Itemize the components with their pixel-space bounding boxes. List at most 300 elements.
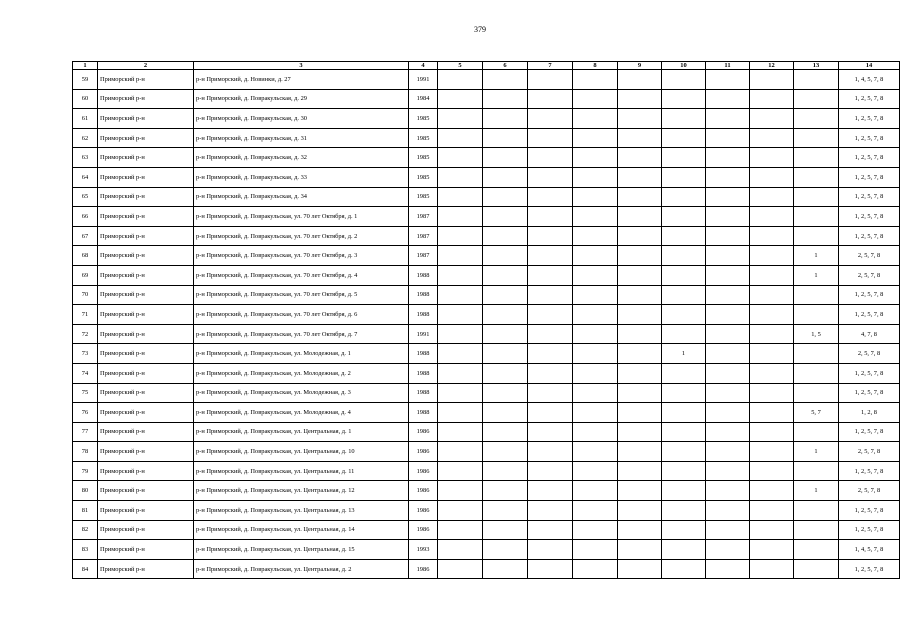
table-cell-col-8 [573, 422, 618, 442]
table-cell-col-1: 65 [73, 187, 98, 207]
table-cell-col-3: р-н Приморский, д. Повракульская, д. 33 [194, 167, 409, 187]
table-cell-col-6 [483, 501, 528, 521]
table-cell-col-8 [573, 226, 618, 246]
table-cell-col-4: 1985 [409, 109, 438, 129]
table-cell-col-12 [750, 363, 794, 383]
table-row [73, 128, 900, 148]
table-cell-col-13: 1 [794, 481, 839, 501]
table-cell-col-8 [573, 383, 618, 403]
table-row [73, 403, 900, 423]
table-cell-col-2: Приморский р-н [98, 226, 194, 246]
table-cell-col-8 [573, 167, 618, 187]
table-cell-col-13 [794, 461, 839, 481]
table-cell-col-6 [483, 481, 528, 501]
table-cell-col-6 [483, 442, 528, 462]
table-cell-col-2: Приморский р-н [98, 540, 194, 560]
table-cell-col-2: Приморский р-н [98, 148, 194, 168]
table-cell-col-13 [794, 187, 839, 207]
table-cell-col-1: 63 [73, 148, 98, 168]
table-cell-col-4: 1991 [409, 324, 438, 344]
table-cell-col-5 [438, 305, 483, 325]
table-cell-col-13 [794, 422, 839, 442]
table-cell-col-8 [573, 520, 618, 540]
table-cell-col-8 [573, 70, 618, 90]
table-cell-col-3: р-н Приморский, д. Новинки, д. 27 [194, 70, 409, 90]
table-cell-col-5 [438, 520, 483, 540]
table-cell-col-14: 1, 2, 5, 7, 8 [839, 187, 900, 207]
table-cell-col-9 [618, 226, 662, 246]
table-cell-col-3: р-н Приморский, д. Повракульская, ул. 70 лет Октября, д. 6 [194, 305, 409, 325]
table-cell-col-6 [483, 167, 528, 187]
table-cell-col-3: р-н Приморский, д. Повракульская, ул. 70 лет Октября, д. 4 [194, 265, 409, 285]
table-cell-col-12 [750, 520, 794, 540]
table-cell-col-9 [618, 481, 662, 501]
table-cell-col-10 [662, 285, 706, 305]
table-cell-col-8 [573, 148, 618, 168]
table-cell-col-1: 78 [73, 442, 98, 462]
table-cell-col-7 [528, 501, 573, 521]
table-cell-col-10 [662, 363, 706, 383]
table-cell-col-6 [483, 344, 528, 364]
table-cell-col-3: р-н Приморский, д. Повракульская, ул. Молодежная, д. 1 [194, 344, 409, 364]
table-cell-col-10 [662, 246, 706, 266]
table-cell-col-10 [662, 383, 706, 403]
table-cell-col-7 [528, 246, 573, 266]
table-cell-col-12 [750, 481, 794, 501]
table-cell-col-9 [618, 461, 662, 481]
table-cell-col-7 [528, 540, 573, 560]
table-cell-col-7 [528, 442, 573, 462]
table-cell-col-9 [618, 363, 662, 383]
table-cell-col-5 [438, 226, 483, 246]
table-cell-col-8 [573, 559, 618, 579]
table-cell-col-12 [750, 442, 794, 462]
table-cell-col-13: 1 [794, 265, 839, 285]
table-cell-col-7 [528, 422, 573, 442]
table-cell-col-4: 1986 [409, 481, 438, 501]
table-cell-col-5 [438, 422, 483, 442]
table-cell-col-11 [706, 89, 750, 109]
table-cell-col-12 [750, 207, 794, 227]
table-row [73, 422, 900, 442]
table-cell-col-12 [750, 344, 794, 364]
table-cell-col-11 [706, 109, 750, 129]
table-cell-col-3: р-н Приморский, д. Повракульская, ул. Центральная, д. 14 [194, 520, 409, 540]
table-cell-col-14: 1, 2, 5, 7, 8 [839, 363, 900, 383]
table-cell-col-1: 67 [73, 226, 98, 246]
table-cell-col-10 [662, 403, 706, 423]
table-cell-col-7 [528, 481, 573, 501]
table-cell-col-11 [706, 324, 750, 344]
table-cell-col-6 [483, 461, 528, 481]
table-cell-col-13 [794, 383, 839, 403]
register-table [72, 61, 900, 579]
table-cell-col-1: 73 [73, 344, 98, 364]
table-cell-col-1: 80 [73, 481, 98, 501]
table-row [73, 344, 900, 364]
table-cell-col-7 [528, 383, 573, 403]
table-cell-col-11 [706, 265, 750, 285]
table-cell-col-6 [483, 403, 528, 423]
table-header [73, 62, 900, 70]
table-cell-col-12 [750, 559, 794, 579]
table-cell-col-7 [528, 285, 573, 305]
table-row [73, 442, 900, 462]
table-cell-col-6 [483, 226, 528, 246]
table-cell-col-14: 1, 2, 5, 7, 8 [839, 501, 900, 521]
table-cell-col-1: 60 [73, 89, 98, 109]
table-cell-col-11 [706, 305, 750, 325]
table-cell-col-6 [483, 109, 528, 129]
table-cell-col-3: р-н Приморский, д. Повракульская, д. 34 [194, 187, 409, 207]
table-cell-col-4: 1986 [409, 559, 438, 579]
table-cell-col-9 [618, 422, 662, 442]
table-cell-col-9 [618, 442, 662, 462]
table-cell-col-4: 1985 [409, 128, 438, 148]
table-cell-col-1: 84 [73, 559, 98, 579]
column-header-5: 5 [438, 62, 483, 70]
table-row [73, 167, 900, 187]
table-cell-col-2: Приморский р-н [98, 207, 194, 227]
table-cell-col-6 [483, 89, 528, 109]
table-cell-col-11 [706, 461, 750, 481]
table-cell-col-4: 1988 [409, 285, 438, 305]
table-row [73, 501, 900, 521]
table-cell-col-6 [483, 246, 528, 266]
table-cell-col-14: 1, 2, 8 [839, 403, 900, 423]
table-cell-col-9 [618, 109, 662, 129]
table-cell-col-13 [794, 285, 839, 305]
table-cell-col-1: 69 [73, 265, 98, 285]
table-cell-col-13: 5, 7 [794, 403, 839, 423]
column-header-2: 2 [98, 62, 194, 70]
table-cell-col-14: 1, 2, 5, 7, 8 [839, 128, 900, 148]
table-cell-col-6 [483, 383, 528, 403]
table-cell-col-12 [750, 128, 794, 148]
table-cell-col-2: Приморский р-н [98, 305, 194, 325]
table-cell-col-7 [528, 89, 573, 109]
table-row [73, 559, 900, 579]
table-cell-col-13: 1 [794, 442, 839, 462]
table-cell-col-8 [573, 89, 618, 109]
table-cell-col-13 [794, 89, 839, 109]
table-cell-col-8 [573, 265, 618, 285]
table-cell-col-6 [483, 559, 528, 579]
table-cell-col-1: 82 [73, 520, 98, 540]
table-cell-col-1: 79 [73, 461, 98, 481]
table-cell-col-10 [662, 442, 706, 462]
table-cell-col-13 [794, 207, 839, 227]
table-cell-col-10 [662, 520, 706, 540]
table-cell-col-13 [794, 344, 839, 364]
table-cell-col-1: 70 [73, 285, 98, 305]
table-cell-col-6 [483, 70, 528, 90]
table-cell-col-10 [662, 324, 706, 344]
table-cell-col-7 [528, 461, 573, 481]
table-cell-col-2: Приморский р-н [98, 442, 194, 462]
table-cell-col-12 [750, 187, 794, 207]
table-cell-col-5 [438, 70, 483, 90]
column-header-1: 1 [73, 62, 98, 70]
table-cell-col-5 [438, 461, 483, 481]
table-cell-col-8 [573, 344, 618, 364]
table-cell-col-4: 1984 [409, 89, 438, 109]
table-cell-col-2: Приморский р-н [98, 109, 194, 129]
table-cell-col-7 [528, 403, 573, 423]
table-cell-col-2: Приморский р-н [98, 403, 194, 423]
table-cell-col-1: 62 [73, 128, 98, 148]
table-cell-col-10 [662, 207, 706, 227]
table-cell-col-8 [573, 481, 618, 501]
table-cell-col-9 [618, 324, 662, 344]
table-cell-col-9 [618, 128, 662, 148]
table-cell-col-7 [528, 167, 573, 187]
table-row [73, 265, 900, 285]
table-cell-col-13 [794, 109, 839, 129]
table-cell-col-13 [794, 148, 839, 168]
table-cell-col-2: Приморский р-н [98, 422, 194, 442]
table-cell-col-7 [528, 559, 573, 579]
table-cell-col-2: Приморский р-н [98, 363, 194, 383]
table-cell-col-7 [528, 148, 573, 168]
table-cell-col-13 [794, 226, 839, 246]
table-cell-col-4: 1993 [409, 540, 438, 560]
table-cell-col-11 [706, 559, 750, 579]
table-cell-col-11 [706, 70, 750, 90]
table-cell-col-10: 1 [662, 344, 706, 364]
table-cell-col-2: Приморский р-н [98, 501, 194, 521]
table-cell-col-8 [573, 442, 618, 462]
table-cell-col-5 [438, 559, 483, 579]
table-cell-col-9 [618, 559, 662, 579]
table-cell-col-11 [706, 246, 750, 266]
table-cell-col-5 [438, 540, 483, 560]
table-cell-col-3: р-н Приморский, д. Повракульская, ул. Молодежная, д. 2 [194, 363, 409, 383]
table-cell-col-5 [438, 265, 483, 285]
table-cell-col-12 [750, 265, 794, 285]
table-cell-col-14: 1, 2, 5, 7, 8 [839, 285, 900, 305]
table-row [73, 70, 900, 90]
table-cell-col-9 [618, 246, 662, 266]
table-cell-col-4: 1988 [409, 363, 438, 383]
table-cell-col-7 [528, 265, 573, 285]
table-cell-col-6 [483, 285, 528, 305]
table-cell-col-13 [794, 559, 839, 579]
table-cell-col-5 [438, 442, 483, 462]
table-cell-col-2: Приморский р-н [98, 559, 194, 579]
table-cell-col-3: р-н Приморский, д. Повракульская, ул. Молодежная, д. 3 [194, 383, 409, 403]
column-header-8: 8 [573, 62, 618, 70]
table-cell-col-9 [618, 70, 662, 90]
table-cell-col-4: 1985 [409, 148, 438, 168]
table-cell-col-14: 4, 7, 8 [839, 324, 900, 344]
table-cell-col-1: 59 [73, 70, 98, 90]
table-cell-col-3: р-н Приморский, д. Повракульская, ул. Центральная, д. 2 [194, 559, 409, 579]
table-cell-col-6 [483, 305, 528, 325]
table-cell-col-11 [706, 363, 750, 383]
column-header-11: 11 [706, 62, 750, 70]
table-cell-col-13 [794, 167, 839, 187]
table-cell-col-2: Приморский р-н [98, 344, 194, 364]
table-cell-col-11 [706, 501, 750, 521]
table-cell-col-3: р-н Приморский, д. Повракульская, ул. Центральная, д. 15 [194, 540, 409, 560]
table-cell-col-2: Приморский р-н [98, 520, 194, 540]
table-cell-col-11 [706, 422, 750, 442]
table-cell-col-1: 76 [73, 403, 98, 423]
table-cell-col-5 [438, 344, 483, 364]
table-cell-col-9 [618, 501, 662, 521]
column-header-3: 3 [194, 62, 409, 70]
table-cell-col-3: р-н Приморский, д. Повракульская, ул. Центральная, д. 13 [194, 501, 409, 521]
table-cell-col-3: р-н Приморский, д. Повракульская, ул. Центральная, д. 12 [194, 481, 409, 501]
table-cell-col-5 [438, 148, 483, 168]
table-cell-col-8 [573, 207, 618, 227]
table-cell-col-3: р-н Приморский, д. Повракульская, ул. 70 лет Октября, д. 7 [194, 324, 409, 344]
table-cell-col-12 [750, 540, 794, 560]
table-cell-col-14: 1, 2, 5, 7, 8 [839, 148, 900, 168]
table-cell-col-5 [438, 481, 483, 501]
column-header-14: 14 [839, 62, 900, 70]
table-cell-col-12 [750, 167, 794, 187]
table-cell-col-3: р-н Приморский, д. Повракульская, д. 32 [194, 148, 409, 168]
table-cell-col-2: Приморский р-н [98, 383, 194, 403]
table-row [73, 226, 900, 246]
table-cell-col-11 [706, 226, 750, 246]
table-row [73, 461, 900, 481]
table-cell-col-6 [483, 187, 528, 207]
page-number: 379 [474, 25, 486, 34]
table-cell-col-14: 1, 2, 5, 7, 8 [839, 167, 900, 187]
table-cell-col-5 [438, 128, 483, 148]
table-row [73, 285, 900, 305]
table-cell-col-11 [706, 383, 750, 403]
column-header-6: 6 [483, 62, 528, 70]
table-cell-col-4: 1988 [409, 403, 438, 423]
table-cell-col-9 [618, 285, 662, 305]
table-cell-col-1: 71 [73, 305, 98, 325]
table-cell-col-4: 1985 [409, 167, 438, 187]
table-cell-col-9 [618, 305, 662, 325]
table-cell-col-4: 1986 [409, 442, 438, 462]
column-header-12: 12 [750, 62, 794, 70]
table-cell-col-12 [750, 324, 794, 344]
table-row [73, 109, 900, 129]
table-row [73, 520, 900, 540]
table-cell-col-12 [750, 285, 794, 305]
table-cell-col-5 [438, 207, 483, 227]
table-cell-col-10 [662, 148, 706, 168]
table-cell-col-7 [528, 187, 573, 207]
table-cell-col-12 [750, 461, 794, 481]
table-cell-col-4: 1988 [409, 383, 438, 403]
table-cell-col-1: 77 [73, 422, 98, 442]
table-cell-col-11 [706, 285, 750, 305]
table-cell-col-8 [573, 540, 618, 560]
table-cell-col-10 [662, 422, 706, 442]
table-cell-col-4: 1988 [409, 305, 438, 325]
table-cell-col-7 [528, 344, 573, 364]
table-row [73, 207, 900, 227]
table-cell-col-13 [794, 128, 839, 148]
table-cell-col-11 [706, 344, 750, 364]
column-header-9: 9 [618, 62, 662, 70]
table-cell-col-12 [750, 246, 794, 266]
table-cell-col-7 [528, 128, 573, 148]
table-cell-col-9 [618, 167, 662, 187]
table-cell-col-10 [662, 481, 706, 501]
table-cell-col-5 [438, 109, 483, 129]
table-cell-col-7 [528, 520, 573, 540]
table-cell-col-7 [528, 324, 573, 344]
table-cell-col-11 [706, 207, 750, 227]
table-cell-col-9 [618, 344, 662, 364]
table-cell-col-14: 1, 2, 5, 7, 8 [839, 226, 900, 246]
table-cell-col-6 [483, 540, 528, 560]
table-cell-col-12 [750, 109, 794, 129]
table-cell-col-1: 72 [73, 324, 98, 344]
table-cell-col-11 [706, 540, 750, 560]
table-cell-col-2: Приморский р-н [98, 265, 194, 285]
table-cell-col-1: 61 [73, 109, 98, 129]
table-cell-col-12 [750, 89, 794, 109]
table-cell-col-14: 1, 2, 5, 7, 8 [839, 305, 900, 325]
table-cell-col-9 [618, 187, 662, 207]
table-cell-col-14: 1, 4, 5, 7, 8 [839, 70, 900, 90]
table-cell-col-9 [618, 89, 662, 109]
table-cell-col-10 [662, 501, 706, 521]
table-cell-col-5 [438, 403, 483, 423]
table-cell-col-10 [662, 128, 706, 148]
table-cell-col-6 [483, 265, 528, 285]
table-cell-col-12 [750, 70, 794, 90]
table-row [73, 363, 900, 383]
table-body [73, 70, 900, 579]
table-cell-col-2: Приморский р-н [98, 167, 194, 187]
table-cell-col-14: 1, 2, 5, 7, 8 [839, 559, 900, 579]
table-row [73, 246, 900, 266]
table-cell-col-13 [794, 540, 839, 560]
table-cell-col-9 [618, 383, 662, 403]
column-header-4: 4 [409, 62, 438, 70]
table-cell-col-4: 1986 [409, 461, 438, 481]
table-cell-col-5 [438, 89, 483, 109]
table-cell-col-1: 68 [73, 246, 98, 266]
table-cell-col-10 [662, 540, 706, 560]
table-cell-col-12 [750, 148, 794, 168]
table-cell-col-8 [573, 305, 618, 325]
table-cell-col-7 [528, 207, 573, 227]
table-cell-col-14: 2, 5, 7, 8 [839, 442, 900, 462]
table-cell-col-5 [438, 246, 483, 266]
table-cell-col-10 [662, 305, 706, 325]
table-cell-col-10 [662, 265, 706, 285]
table-cell-col-11 [706, 167, 750, 187]
table-cell-col-9 [618, 520, 662, 540]
table-cell-col-10 [662, 109, 706, 129]
table-cell-col-14: 2, 5, 7, 8 [839, 344, 900, 364]
table-row [73, 324, 900, 344]
table-cell-col-12 [750, 226, 794, 246]
table-cell-col-7 [528, 109, 573, 129]
table-cell-col-3: р-н Приморский, д. Повракульская, ул. Центральная, д. 11 [194, 461, 409, 481]
table-cell-col-6 [483, 207, 528, 227]
table-cell-col-6 [483, 422, 528, 442]
table-cell-col-4: 1988 [409, 265, 438, 285]
table-cell-col-3: р-н Приморский, д. Повракульская, ул. Центральная, д. 1 [194, 422, 409, 442]
table-cell-col-13 [794, 363, 839, 383]
table-cell-col-2: Приморский р-н [98, 187, 194, 207]
table-cell-col-3: р-н Приморский, д. Повракульская, д. 30 [194, 109, 409, 129]
